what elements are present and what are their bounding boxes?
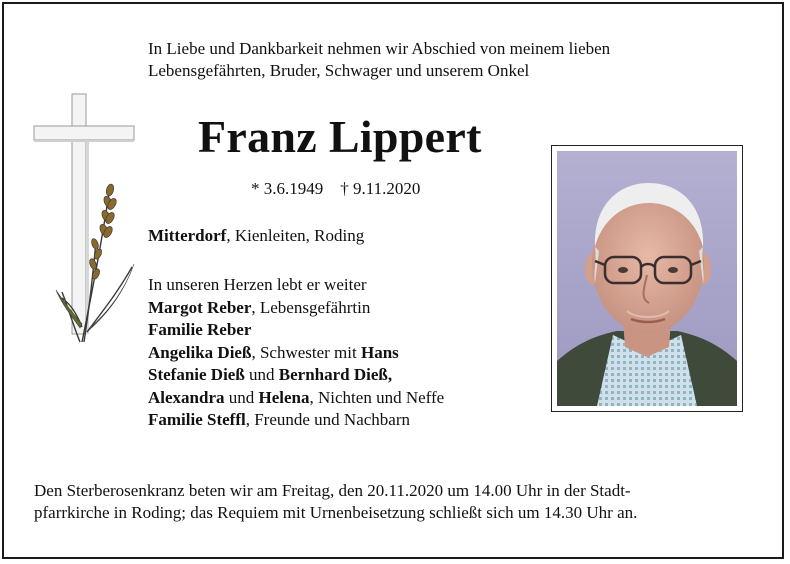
place-rest: , Kienleiten, Roding bbox=[226, 226, 365, 245]
place-main: Mitterdorf bbox=[148, 226, 227, 245]
mourner-connector: und bbox=[224, 387, 259, 407]
obituary-notice bbox=[2, 2, 784, 559]
mourner-name: Margot Reber bbox=[148, 297, 252, 317]
mourner-name: Stefanie Dieß bbox=[148, 365, 245, 384]
footer-line-2: pfarrkirche in Roding; das Requiem mit Urnenbeisetzung schließt sich um 14.30 Uhr an. bbox=[34, 503, 638, 522]
deceased-name: Franz Lippert bbox=[198, 111, 482, 162]
mourner-connector: und bbox=[244, 365, 279, 384]
mourners-list bbox=[148, 274, 444, 432]
intro-text bbox=[148, 38, 748, 82]
mourner-line bbox=[148, 409, 444, 432]
mourner-name: Familie Reber bbox=[148, 320, 252, 339]
portrait-frame bbox=[551, 145, 743, 412]
mourner-name: Hans bbox=[360, 342, 399, 362]
mourner-name: Familie Steffl bbox=[148, 410, 246, 429]
birth-date: * 3.6.1949 bbox=[251, 179, 324, 198]
mourner-relation: , Schwester mit bbox=[251, 342, 361, 362]
mourners-heading: In unseren Herzen lebt er weiter bbox=[148, 275, 367, 294]
mourner-line bbox=[148, 342, 444, 365]
intro-line-2: Lebensgefährten, Bruder, Schwager und unserem Onkel bbox=[148, 61, 530, 80]
mourner-name: Bernhard Dieß, bbox=[278, 365, 393, 384]
cross-with-wheat-icon bbox=[32, 92, 142, 352]
mourner-relation: , Freunde und Nachbarn bbox=[245, 410, 410, 429]
life-dates bbox=[251, 179, 420, 199]
intro-line-1: In Liebe und Dankbarkeit nehmen wir Abschied von meinem lieben bbox=[148, 39, 611, 58]
mourner-relation: , Nichten und Neffe bbox=[309, 387, 445, 407]
death-date: † 9.11.2020 bbox=[340, 179, 421, 198]
mourner-name: Alexandra bbox=[148, 387, 225, 407]
mourner-line bbox=[148, 319, 444, 342]
mourner-line bbox=[148, 387, 444, 410]
portrait-photo bbox=[557, 151, 737, 406]
mourner-relation: , Lebensgefährtin bbox=[251, 297, 371, 317]
mourner-name: Helena bbox=[258, 387, 310, 407]
mourner-line bbox=[148, 297, 444, 320]
mourner-line bbox=[148, 364, 444, 387]
footer-line-1: Den Sterberosenkranz beten wir am Freitag, den 20.11.2020 um 14.00 Uhr in der Stadt- bbox=[34, 481, 631, 500]
mourner-name: Angelika Dieß bbox=[148, 342, 252, 362]
prayer-and-requiem-info bbox=[34, 480, 764, 524]
residence bbox=[148, 226, 364, 246]
